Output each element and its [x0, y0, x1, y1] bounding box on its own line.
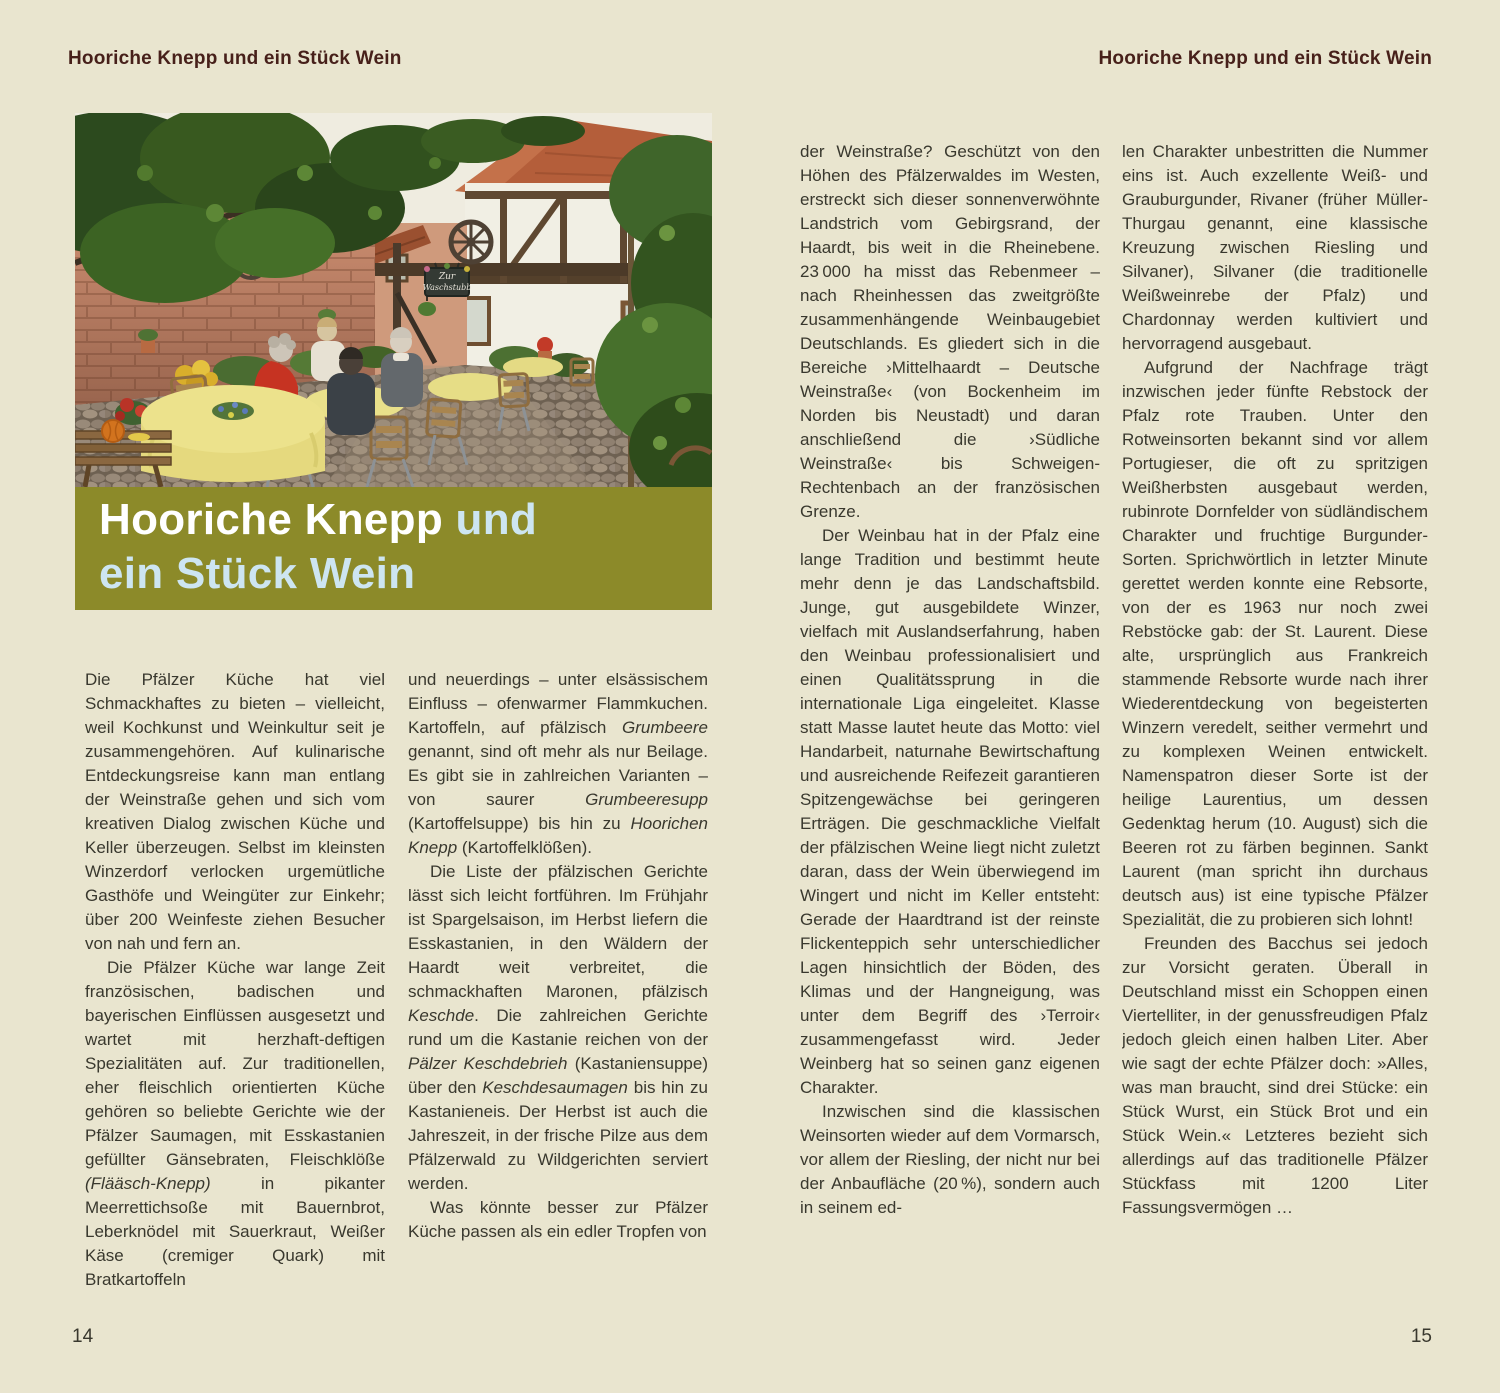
title-line1-tail: und [443, 495, 538, 544]
text-run: Die Pfälzer Küche war lange Zeit französischen, badischen und bayerischen Einflüssen ausgesetzt und wartet mit herzhaft-deftigen Spezialitäten auf. Zur traditionellen, eher fleischlich orientierten Küche gehören so beliebte Gerichte wie der Pfälzer Saumagen, mit Esskastanien gefüllter Gänsebraten, Fleischklöße [85, 958, 385, 1169]
article-title [75, 487, 712, 610]
text-run: in pikanter Meerrettichsoße mit Bauernbrot, Leberknödel mit Sauerkraut, Weißer Käse (cremiger Quark) mit Bratkartoffeln [85, 1174, 385, 1289]
body-column-left-2 [408, 668, 708, 1320]
body-paragraph [1122, 356, 1428, 932]
dialect-term: Grumbeere [622, 718, 708, 737]
text-run: der Weinstraße? Geschützt von den Höhen des Pfälzerwaldes im Westen, erstreckt sich dieser sonnenverwöhnte Landstrich vom Gebirgsrand, der Haardt, bis weit in die Rheinebene. 23 000 ha misst das Rebenmeer – nach Rheinhessen das zweitgrößte zusammenhängende Weinbaugebiet Deutschlands. Es gliedert sich in die Bereiche ›Mittelhaardt – Deutsche Weinstraße‹ (von Bockenheim im Norden bis Neustadt) und daran anschließend die ›Südliche Weinstraße‹ bis Schweigen-Rechtenbach an der französischen Grenze. [800, 142, 1100, 521]
text-run: Die Liste der pfälzischen Gerichte lässt sich leicht fortführen. Im Frühjahr ist Spargelsaison, im Herbst liefern die Esskastanien, in den Wäldern der Haardt weit verbreitet, die schmackhaften Maronen, pfälzisch [408, 862, 708, 1001]
text-run: Die Pfälzer Küche hat viel Schmackhaftes zu bieten – vielleicht, weil Kochkunst und Weinkultur seit je zusammengehören. Auf kulinarische Entdeckungsreise kann man entlang der Weinstraße gehen und sich vom kreativen Dialog zwischen Küche und Keller überzeugen. Selbst im kleinsten Winzerdorf verlocken urgemütliche Gasthöfe und Weingüter zur Einkehr; über 200 Weinfeste ziehen Besucher von nah und fern an. [85, 670, 385, 953]
body-paragraph [1122, 140, 1428, 356]
body-paragraph [85, 668, 385, 956]
text-run: und neuerdings – unter elsässischem Einfluss – ofenwarmer Flammkuchen. Kartoffeln, auf pfälzisch [408, 670, 708, 737]
page-number-left: 14 [72, 1326, 94, 1347]
text-run: Der Weinbau hat in der Pfalz eine lange Tradition und bestimmt heute mehr denn je das Landschaftsbild. Junge, gut ausgebildete Winzer, vielfach mit Auslandserfahrung, haben den Weinbau professionalisiert und einen Qualitätssprung in die internationale Liga eingeleitet. Klasse statt Masse lautet heute das Motto: viel Handarbeit, naturnahe Bewirtschaftung und ausreichende Reifezeit garantieren Spitzengewächse bei geringeren Erträgen. Die geschmackliche Vielfalt der pfälzischen Weine liegt nicht zuletzt daran, dass der Wein überwiegend im Wingert und nicht im Keller entsteht: Gerade der Haardtrand ist der reinste Flickenteppich sehr unterschiedlicher Lagen hinsichtlich der Böden, des Klimas und der Hangneigung, was unter dem Begriff des ›Terroir‹ zusammengefasst wird. Jeder Weinberg hat so seinen ganz eigenen Charakter. [800, 526, 1100, 1097]
sign-text-line1: Zur [438, 272, 456, 282]
body-column-right-1 [800, 140, 1100, 1336]
dialect-term: Hoorichen Knepp [408, 814, 708, 857]
body-paragraph [800, 524, 1100, 1100]
wagon-wheel-icon [451, 222, 491, 262]
courtyard-photo [75, 113, 712, 487]
body-paragraph [85, 956, 385, 1292]
text-run: bis hin zu Kastanieneis. Der Herbst ist auch die Jahreszeit, in der frische Pilze aus dem Pfälzerwald zu Wildgerichten serviert werden. [408, 1078, 708, 1193]
sign-text-line2: Waschstubb [422, 283, 472, 292]
article-title-line1 [99, 495, 537, 545]
text-run: genannt, sind oft mehr als nur Beilage. Es gibt sie in zahlreichen Varianten – von saurer [408, 742, 708, 809]
tavern-sign [423, 263, 472, 296]
body-column-left-1 [85, 668, 385, 1320]
text-run: len Charakter unbestritten die Nummer eins ist. Auch exzellente Weiß- und Grauburgunder, Rivaner (früher Müller-Thurgau genannt, eine klassische Kreuzung zwischen Riesling und Silvaner), Silvaner (die traditionelle Weißweinrebe der Pfalz) und Chardonnay werden kultiviert und hervorragend ausgebaut. [1122, 142, 1428, 353]
body-paragraph [408, 860, 708, 1196]
running-header-left: Hooriche Knepp und ein Stück Wein [68, 48, 402, 69]
body-paragraph [1122, 932, 1428, 1220]
body-paragraph [800, 140, 1100, 524]
dialect-term: (Flääsch-Knepp) [85, 1174, 211, 1193]
body-paragraph [408, 668, 708, 860]
body-paragraph [800, 1100, 1100, 1220]
running-header-right: Hooriche Knepp und ein Stück Wein [1098, 48, 1432, 69]
courtyard-photo-illustration [75, 113, 712, 487]
text-run: (Kartoffelsuppe) bis hin zu [408, 814, 631, 833]
text-run: . Die zahlreichen Gerichte rund um die Kastanie reichen von der [408, 1006, 708, 1049]
title-line1-main: Hooriche Knepp [99, 495, 443, 544]
dialect-term: Grumbeeresupp [585, 790, 708, 809]
text-run: Aufgrund der Nachfrage trägt inzwischen jeder fünfte Rebstock der Pfalz rote Trauben. Unter den Rotweinsorten bekannt sind vor allem Portugieser, die oft zu spritzigen Weißherbsten ausgebaut werden, rubinrote Dornfelder von südländischem Charakter und fruchtige Burgunder-Sorten. Sprichwörtlich in letzter Minute gerettet werden konnte eine Rebsorte, von der es 1963 nur noch zwei Rebstöcke gab: der St. Laurent. Diese alte, ursprünglich aus Frankreich stammende Rebsorte wurde nach ihrer Wiederentdeckung von begeisterten Winzern veredelt, seither vermehrt und zu komplexen Weinen entwickelt. Namenspatron dieser Sorte ist der heilige Laurentius, um dessen Gedenktag herum (10. August) sich die Beeren rot zu färben beginnen. Sankt Laurent (man spricht ihn durchaus deutsch aus) ist eine typische Pfälzer Spezialität, die zu probieren sich lohnt! [1122, 358, 1428, 929]
dialect-term: Keschde [408, 1006, 475, 1025]
text-run: Freunden des Bacchus sei jedoch zur Vorsicht geraten. Überall in Deutschland misst ein Schoppen einen Viertelliter, in der genussfreudigen Pfalz jedoch gleich einen halben Liter. Aber wie sagt der echte Pfälzer doch: »Alles, was man braucht, sind drei Stücke: ein Stück Wurst, ein Stück Brot und ein Stück Wein.« Letzteres bezieht sich allerdings auf das traditionelle Pfälzer Stückfass mit 1200 Liter Fassungsvermögen … [1122, 934, 1428, 1217]
text-run: (Kastaniensuppe) über den [408, 1054, 708, 1097]
dialect-term: Keschdesaumagen [482, 1078, 628, 1097]
page-number-right: 15 [1410, 1326, 1432, 1347]
text-run: Inzwischen sind die klassischen Weinsorten wieder auf dem Vormarsch, vor allem der Riesling, der nicht nur bei der Anbaufläche (20 %), sondern auch in seinem ed- [800, 1102, 1100, 1217]
text-run: (Kartoffelklößen). [457, 838, 592, 857]
article-title-line2: ein Stück Wein [99, 549, 416, 598]
body-paragraph [408, 1196, 708, 1244]
dialect-term: Pälzer Keschdebrieh [408, 1054, 568, 1073]
text-run: Was könnte besser zur Pfälzer Küche passen als ein edler Tropfen von [408, 1198, 708, 1241]
body-column-right-2 [1122, 140, 1428, 1336]
